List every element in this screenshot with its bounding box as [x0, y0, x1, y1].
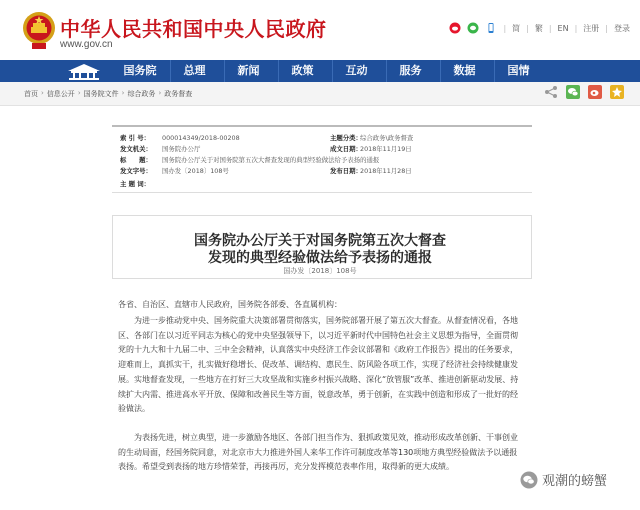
article-paragraph: 为表扬先进，树立典型，进一步激励各地区、各部门担当作为、狠抓政策见效，推动形成改革创新、干事创业的生动局面，经国务院同意，对北京市大力推进外国人来华工作许可制度改革等130项地方典型经验做法予以通报表扬。希望受到表扬的地方珍惜荣誉，再接再厉，充分发挥模范表率作用，取得新的更大成绩。: [118, 433, 518, 472]
wechat-icon: [520, 471, 538, 489]
written-date-label: 成文日期：: [330, 145, 362, 153]
nav-state-council[interactable]: 国务院: [123, 64, 157, 77]
article-doc-number: 国办发〔2018〕108号: [283, 267, 357, 275]
nav-home[interactable]: [58, 60, 110, 82]
docnum-value: 国办发〔2018〕108号: [162, 167, 229, 175]
breadcrumb-supervision[interactable]: 政务督查: [164, 90, 193, 98]
top-links: | 简 | 繁 | EN | 注册 | 登录: [449, 22, 630, 34]
publish-date-value: 2018年11月28日: [360, 167, 412, 175]
nav-national-info[interactable]: 国情: [494, 60, 542, 82]
docnum-label: 发文字号：: [120, 167, 152, 175]
publish-date-label: 发布日期：: [330, 167, 362, 175]
main-nav: [0, 60, 640, 82]
breadcrumb-info-public[interactable]: 信息公开: [46, 90, 75, 98]
title-label: 标 题：: [120, 156, 152, 164]
nav-policy[interactable]: 政策: [278, 60, 326, 82]
breadcrumb-documents[interactable]: 国务院文件: [83, 90, 119, 98]
document-info-table: [112, 125, 532, 193]
link-traditional[interactable]: 繁: [534, 23, 543, 33]
site-title[interactable]: 中华人民共和国中央人民政府: [60, 17, 327, 41]
info-row: [120, 166, 412, 176]
weibo-icon[interactable]: [588, 85, 602, 99]
index-value: 000014349/2018-00208: [162, 134, 240, 142]
info-row: [120, 133, 414, 143]
subject-value: 综合政务\政务督查: [360, 134, 414, 142]
watermark: [516, 468, 611, 491]
breadcrumb: [24, 89, 192, 99]
site-header: [0, 0, 640, 60]
info-row: [120, 179, 162, 189]
link-register[interactable]: 注册: [583, 23, 600, 33]
info-row: [120, 155, 379, 165]
issuer-label: 发文机关：: [120, 145, 152, 153]
share-buttons: [544, 85, 624, 99]
wechat-icon[interactable]: [566, 85, 580, 99]
breadcrumb-separator-icon: ›: [158, 89, 162, 97]
article-title-line1: 国务院办公厅关于对国务院第五次大督查: [194, 233, 446, 249]
article-paragraph: 为进一步推动党中央、国务院重大决策部署贯彻落实，国务院部署开展了第五次大督查。从督查情况看，各地区、各部门在以习近平同志为核心的党中央坚强领导下，以习近平新时代中国特色社会主义思想为指导，全面贯彻党的十九大和十九届二中、三中全会精神，认真落实中央经济工作会议部署和《政府工作报告》提出的任务要求，迎难而上，真抓实干，扎实做好稳增长、促改革、调结构、惠民生、防风险各项工作，实现了经济社会持续健康发展。实地督查发现，一些地方在打好三大攻坚战和实施乡村振兴战略、深化“放管服”改革、推进创新驱动发展、持续扩大内需、推进高水平开放、保障和改善民生等方面，锐意改革，勇于创新，在实践中创造和形成了一批好的经验做法。: [118, 316, 519, 414]
watermark-text: 观潮的螃蟹: [542, 474, 608, 489]
mobile-icon[interactable]: [485, 22, 497, 34]
breadcrumb-separator-icon: ›: [41, 89, 44, 97]
info-row: [120, 144, 412, 154]
link-login[interactable]: 登录: [614, 23, 630, 33]
nav-interaction[interactable]: 互动: [332, 60, 380, 82]
home-icon: [64, 62, 104, 80]
written-date-value: 2018年11月19日: [360, 145, 412, 153]
weibo-icon[interactable]: [449, 22, 461, 34]
index-label: 索 引 号：: [120, 134, 151, 142]
share-icon[interactable]: [544, 85, 558, 99]
national-emblem-icon[interactable]: [22, 10, 56, 50]
breadcrumb-general-affairs[interactable]: 综合政务: [127, 90, 156, 98]
keywords-label: 主 题 词：: [120, 180, 151, 188]
link-english[interactable]: EN: [557, 23, 569, 33]
site-url[interactable]: www.gov.cn: [60, 39, 113, 50]
wechat-icon[interactable]: [467, 22, 479, 34]
title-value: 国务院办公厅关于对国务院第五次大督查发现的典型经验做法给予表扬的通报: [162, 156, 380, 164]
nav-news[interactable]: 新闻: [224, 60, 272, 82]
subject-label: 主题分类：: [330, 134, 362, 142]
breadcrumb-separator-icon: ›: [77, 89, 81, 97]
article-salutation: 各省、自治区、直辖市人民政府，国务院各部委、各直属机构：: [118, 300, 342, 309]
issuer-value: 国务院办公厅: [162, 145, 201, 153]
article-title-line2: 发现的典型经验做法给予表扬的通报: [208, 250, 432, 266]
breadcrumb-home[interactable]: 首页: [24, 90, 38, 98]
qzone-icon[interactable]: [610, 85, 624, 99]
breadcrumb-separator-icon: ›: [121, 89, 125, 97]
link-simplified[interactable]: 简: [512, 23, 521, 33]
nav-premier[interactable]: 总理: [170, 60, 218, 82]
breadcrumb-bar: [0, 82, 640, 106]
nav-services[interactable]: 服务: [386, 60, 434, 82]
nav-data[interactable]: 数据: [440, 60, 488, 82]
